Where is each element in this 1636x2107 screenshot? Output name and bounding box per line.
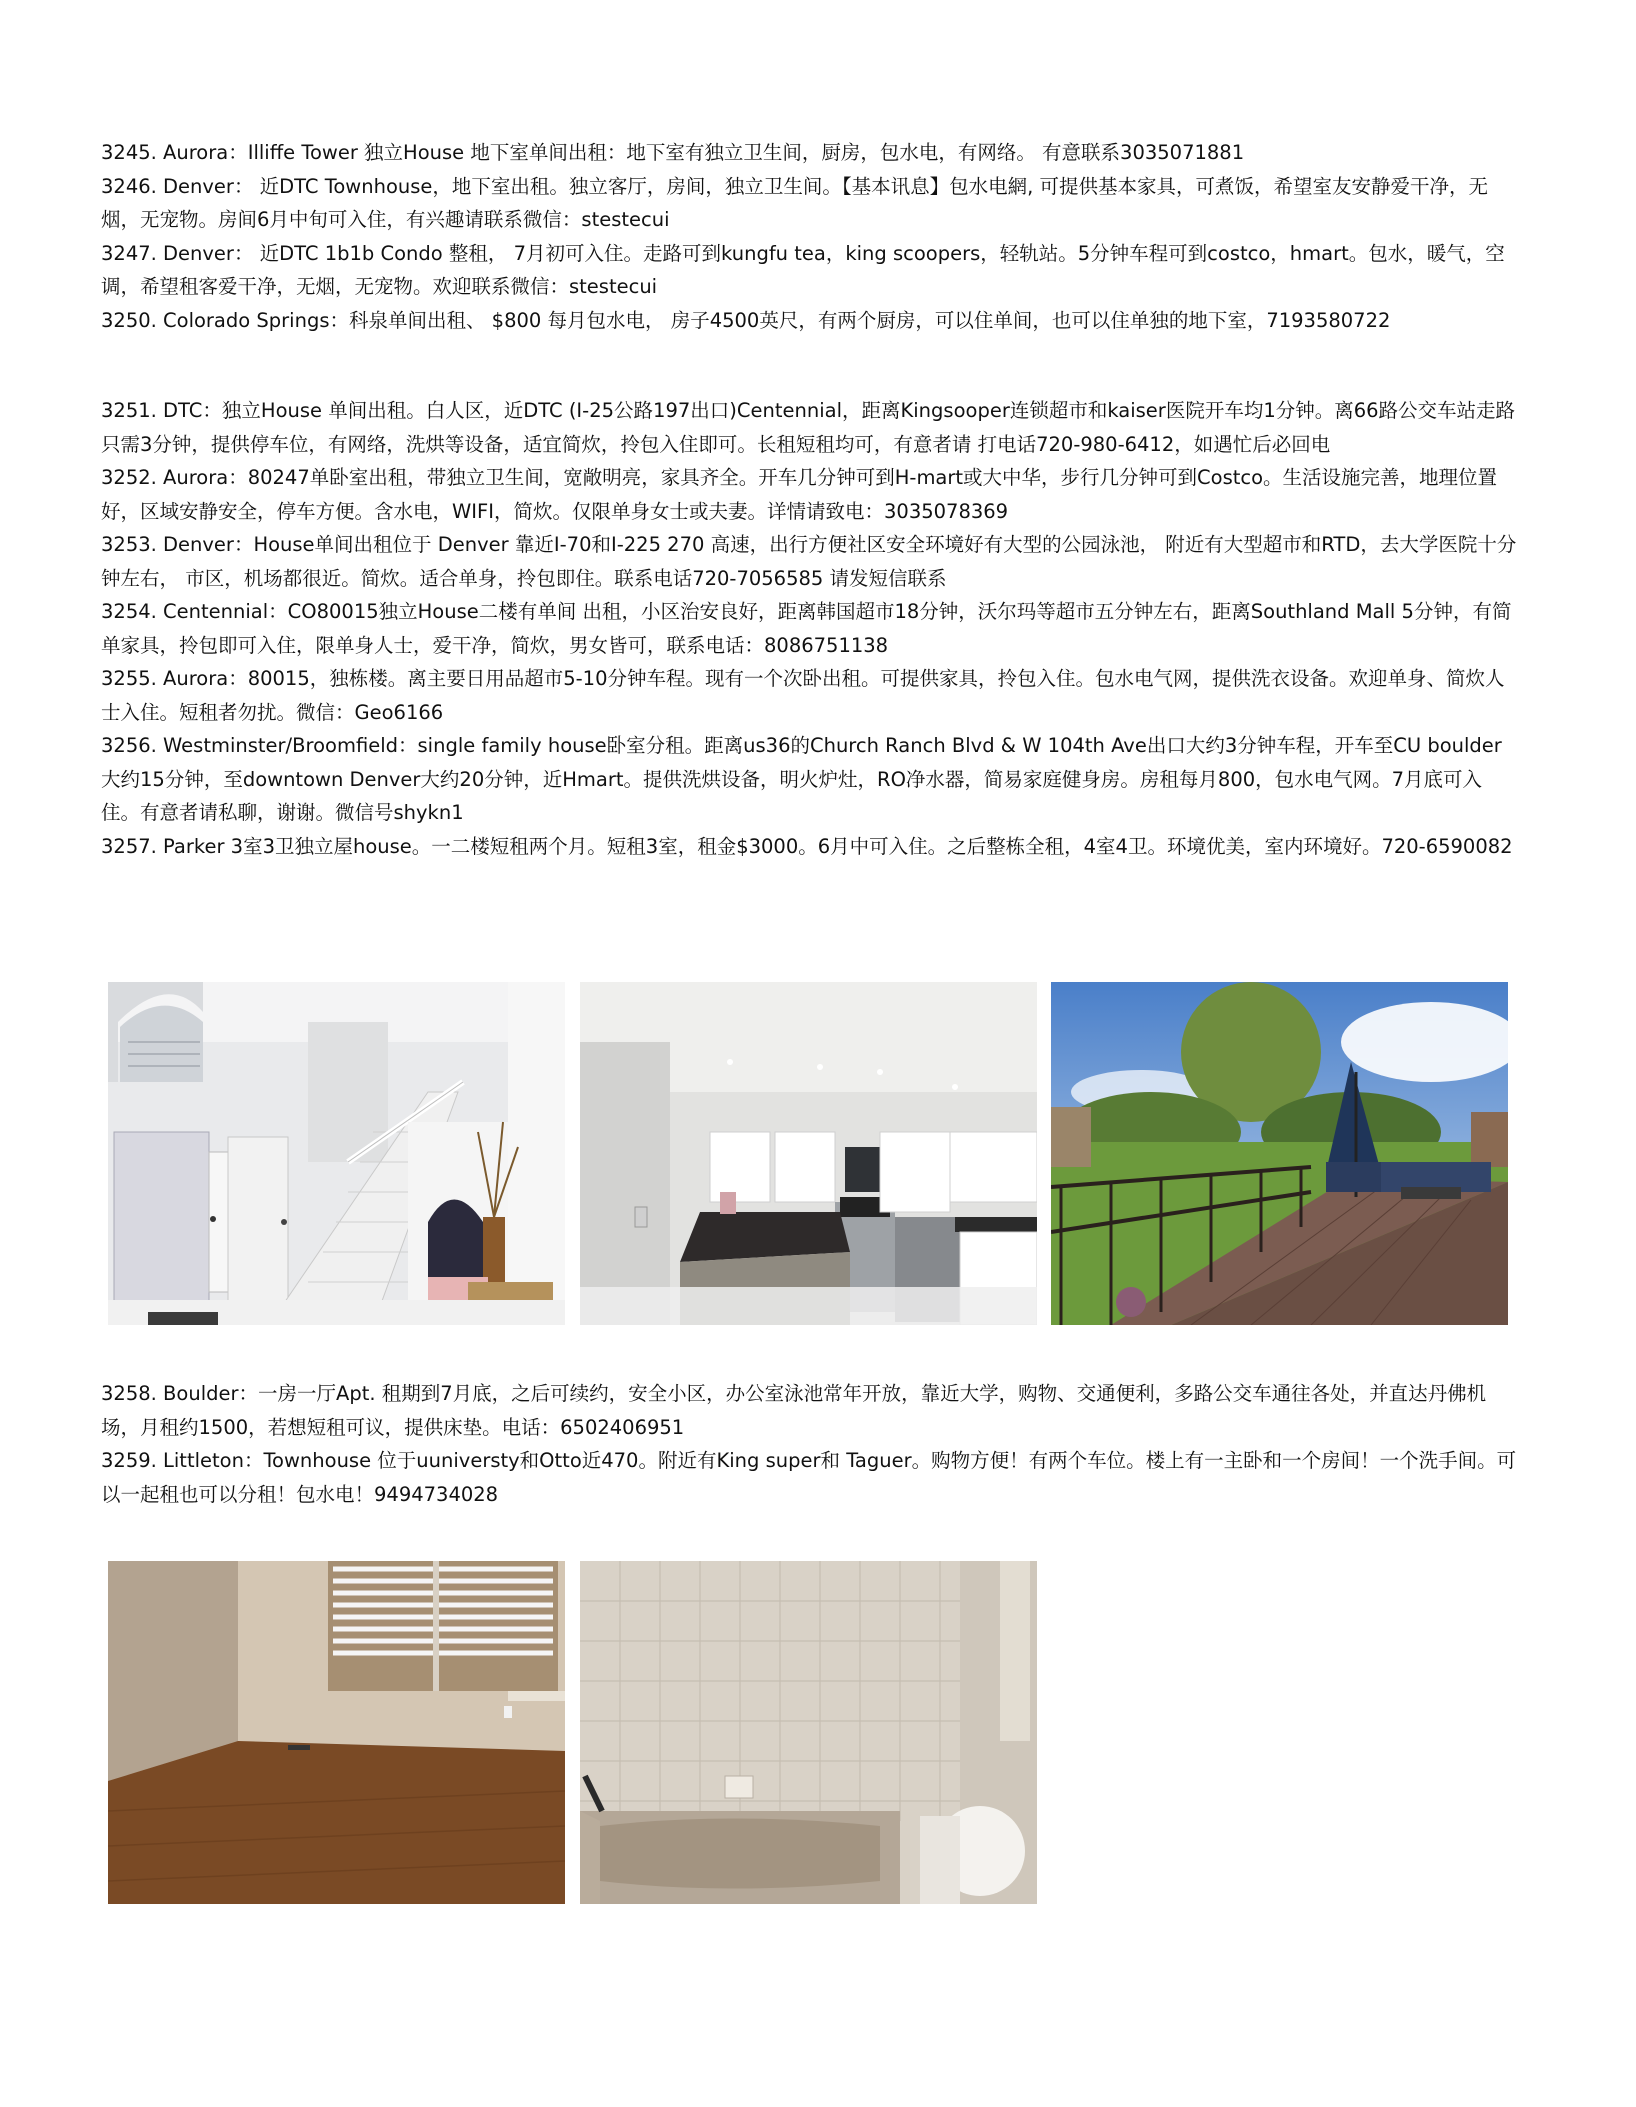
kitchen-photo	[580, 982, 1037, 1325]
entryway-staircase-photo	[108, 982, 565, 1325]
listing-3246: 3246. Denver： 近DTC Townhouse，地下室出租。独立客厅，房间，独立卫生间。【基本讯息】包水电網, 可提供基本家具，可煮饭，希望室友安静爱干净，无烟，无宠物。房间6月中旬可入住，有兴趣请联系微信：stestecui	[101, 174, 1489, 231]
bathroom-tub-photo	[580, 1561, 1037, 1904]
listing-3254: 3254. Centennial：CO80015独立House二楼有单间 出租，小区治安良好，距离韩国超市18分钟，沃尔玛等超市五分钟左右，距离Southland Mall 5分钟，有简单家具，拎包即可入住，限单身人士，爱干净，简炊，男女皆可，联系电话：8086751138	[101, 600, 1512, 657]
listing-3245: 3245. Aurora：Illiffe Tower 独立House 地下室单间出租：地下室有独立卫生间，厨房，包水电，有网络。 有意联系3035071881	[101, 141, 1245, 164]
empty-bedroom-photo	[108, 1561, 565, 1904]
listing-3256: 3256. Westminster/Broomfield：single family house卧室分租。距离us36的Church Ranch Blvd & W 104th Ave出口大约3分钟车程，开车至CU boulder大约15分钟，至downtown Denver大约20分钟，近Hmart。提供洗烘设备，明火炉灶，RO净水器，简易家庭健身房。房租每月800，包水电气网。7月底可入住。有意者请私聊，谢谢。微信号shykn1	[101, 734, 1502, 824]
listing-3258: 3258. Boulder：一房一厅Apt. 租期到7月底，之后可续约，安全小区，办公室泳池常年开放，靠近大学，购物、交通便利，多路公交车通往各处，并直达丹佛机场，月租约1500，若想短租可议，提供床垫。电话：6502406951	[101, 1382, 1487, 1439]
listing-group-2	[101, 394, 1521, 863]
listing-3259: 3259. Littleton：Townhouse 位于uuniversty和Otto近470。附近有King super和 Taguer。购物方便！有两个车位。楼上有一主卧和一个房间！一个洗手间。可以一起租也可以分租！包水电！9494734028	[101, 1449, 1517, 1506]
listing-3257: 3257. Parker 3室3卫独立屋house。一二楼短租两个月。短租3室，租金$3000。6月中可入住。之后整栋全租，4室4卫。环境优美，室内环境好。720-6590082	[101, 834, 1513, 858]
listing-3250: 3250. Colorado Springs：科泉单间出租、 $800 每月包水电， 房子4500英尺，有两个厨房，可以住单间，也可以住单独的地下室，7193580722	[101, 308, 1391, 332]
listing-3253: 3253. Denver：House单间出租位于 Denver 靠近I-70和I-225 270 高速，出行方便社区安全环境好有大型的公园泳池， 附近有大型超市和RTD，去大学医院十分钟左右， 市区，机场都很近。简炊。适合单身，拎包即住。联系电话720-7056585 请发短信联系	[101, 533, 1517, 590]
listing-3251: 3251. DTC：独立House 单间出租。白人区，近DTC (I-25公路197出口)Centennial，距离Kingsooper连锁超市和kaiser医院开车均1分钟。离66路公交车站走路只需3分钟，提供停车位，有网络，洗烘等设备，适宜简炊，拎包入住即可。长租短租均可，有意者请 打电话720-980-6412，如遇忙后必回电	[101, 399, 1516, 456]
listing-group-3	[101, 1377, 1521, 1511]
listing-3247: 3247. Denver： 近DTC 1b1b Condo 整租， 7月初可入住。走路可到kungfu tea，king scoopers，轻轨站。5分钟车程可到costco，hmart。包水，暖气，空调，希望租客爱干净，无烟，无宠物。欢迎联系微信：stestecui	[101, 241, 1505, 298]
listing-3252: 3252. Aurora：80247单卧室出租，带独立卫生间，宽敞明亮，家具齐全。开车几分钟可到H-mart或大中华，步行几分钟可到Costco。生活设施完善，地理位置好，区域安静安全，停车方便。含水电，WIFI，简炊。仅限单身女士或夫妻。详情请致电：3035078369	[101, 466, 1498, 523]
deck-backyard-photo	[1051, 982, 1508, 1325]
listing-group-1	[101, 136, 1521, 337]
listing-3255: 3255. Aurora：80015，独栋楼。离主要日用品超市5-10分钟车程。现有一个次卧出租。可提供家具，拎包入住。包水电气网，提供洗衣设备。欢迎单身、简炊人士入住。短租者勿扰。微信：Geo6166	[101, 667, 1505, 724]
